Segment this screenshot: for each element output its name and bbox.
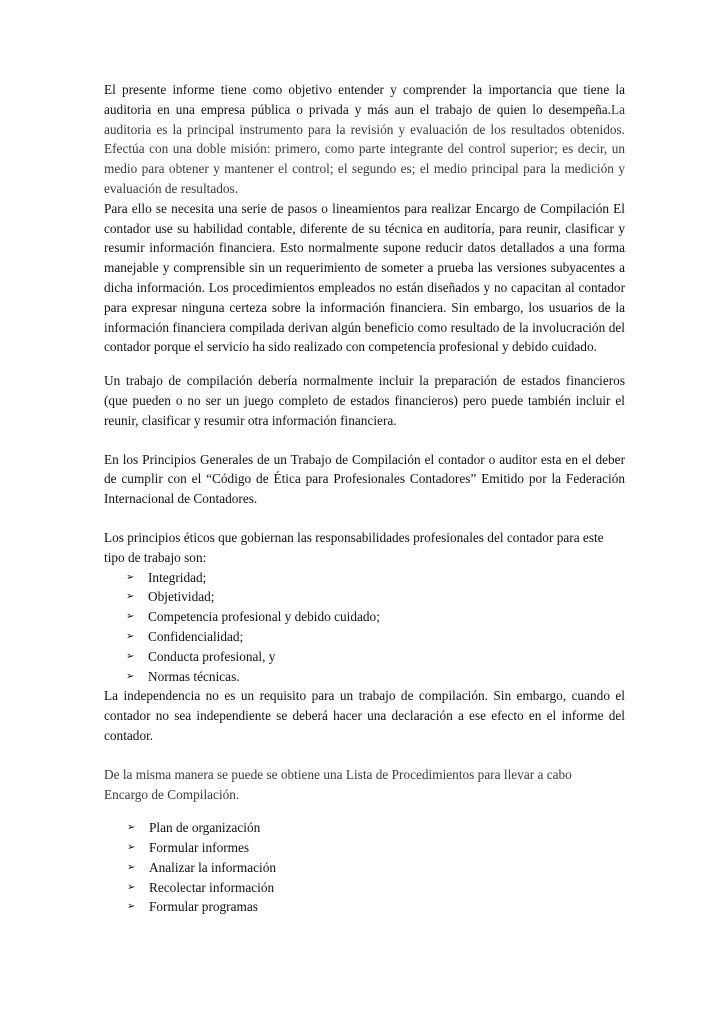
- independence-paragraph: La independencia no es un requisito para un trabajo de compilación. Sin embargo, cuando el contador no sea independiente se deberá hacer una declaración a ese efecto en el informe del contador.: [104, 688, 625, 743]
- list-item-text: Integridad;: [148, 569, 207, 585]
- list-item-text: Analizar la información: [149, 859, 277, 875]
- list-item-text: Confidencialidad;: [148, 628, 244, 644]
- list-item: [104, 647, 625, 667]
- list-item-text: Recolectar información: [149, 879, 275, 895]
- list-item-text: Objetividad;: [148, 589, 215, 605]
- arrow-bullet-icon: ➢: [126, 611, 135, 623]
- arrow-bullet-icon: ➢: [126, 591, 135, 603]
- procedures-intro-paragraph: De la misma manera se puede se obtiene una Lista de Procedimientos para llevar a cabo Encargo de Compilación.: [104, 766, 572, 802]
- document-body: [104, 80, 625, 917]
- compilation-paragraph: [104, 199, 625, 357]
- compilation-period: . Esto normalmente supone reducir datos detallados a una forma manejable y comprensible sin un requerimiento de someter a prueba las versiones subyacentes a dicha información. Los procedimientos empleados no están diseñados y no capacitan al contador para expresar ninguna certeza sobre la información financiera. Sin embargo, los usuarios de la información financiera compilada derivan algún beneficio como resultado de la involucración del contador porque el servicio ha sido realizado con competencia profesional y debido cuidado.: [104, 240, 625, 355]
- ethics-list: [104, 568, 625, 687]
- arrow-bullet-icon: ➢: [127, 822, 136, 834]
- list-item-text: Plan de organización: [149, 820, 261, 836]
- list-item: [104, 858, 625, 878]
- arrow-bullet-icon: ➢: [126, 670, 135, 682]
- arrow-bullet-icon: ➢: [127, 861, 136, 873]
- list-item: [104, 607, 625, 627]
- arrow-bullet-icon: ➢: [126, 630, 135, 642]
- list-item: [104, 818, 625, 838]
- list-item: [104, 568, 625, 588]
- arrow-bullet-icon: ➢: [127, 881, 136, 893]
- list-item: [104, 897, 625, 917]
- intro-text: El presente informe tiene como objetivo entender y comprender la importancia que tiene la auditoria en una empresa pública o privada y más aun el trabajo de quien lo desempeña.: [104, 82, 625, 117]
- principles-paragraph: En los Principios Generales de un Trabajo de Compilación el contador o auditor esta en el deber de cumplir con el “Código de Ética para Profesionales Contadores” Emitido por la Federación Internacional de Contadores.: [104, 451, 625, 507]
- list-item: [104, 838, 625, 858]
- compilation-text: Para ello se necesita una serie de pasos o lineamientos para realizar Encargo de Compilación El contador use su habilidad contable, diferente de su técnica en auditoría, para reunir, clasificar y resumir información financiera: [104, 200, 625, 256]
- arrow-bullet-icon: ➢: [127, 842, 136, 854]
- list-item-text: Competencia profesional y debido cuidado;: [148, 609, 380, 625]
- ethics-intro-paragraph: Los principios éticos que gobiernan las responsabilidades profesionales del contador para este tipo de trabajo son:: [104, 529, 604, 565]
- list-item: [104, 627, 625, 647]
- intro-paragraph: [104, 80, 625, 199]
- arrow-bullet-icon: ➢: [127, 901, 136, 913]
- procedures-list: [104, 818, 625, 917]
- arrow-bullet-icon: ➢: [126, 571, 135, 583]
- arrow-bullet-icon: ➢: [126, 650, 135, 662]
- list-item: [104, 587, 625, 607]
- list-item: [104, 667, 625, 687]
- list-item-text: Conducta profesional, y: [148, 648, 276, 664]
- compilation-work-paragraph: Un trabajo de compilación debería normalmente incluir la preparación de estados financieros (que pueden o no ser un juego completo de estados financieros) pero puede también incluir el reunir, clasificar y resumir otra información financiera.: [104, 373, 625, 428]
- list-item: [104, 878, 625, 898]
- list-item-text: Formular informes: [149, 840, 250, 856]
- list-item-text: Normas técnicas.: [148, 668, 240, 684]
- list-item-text: Formular programas: [149, 899, 258, 915]
- intro-text-continued: La auditoria es la principal instrumento para la revisión y evaluación de los resultados obtenidos. Efectúa con una doble misión: primero, como parte integrante del control superior; es decir, un medio para obtener y mantener el control; el segundo es; el medio principal para la medición y evaluación de resultados.: [104, 101, 625, 196]
